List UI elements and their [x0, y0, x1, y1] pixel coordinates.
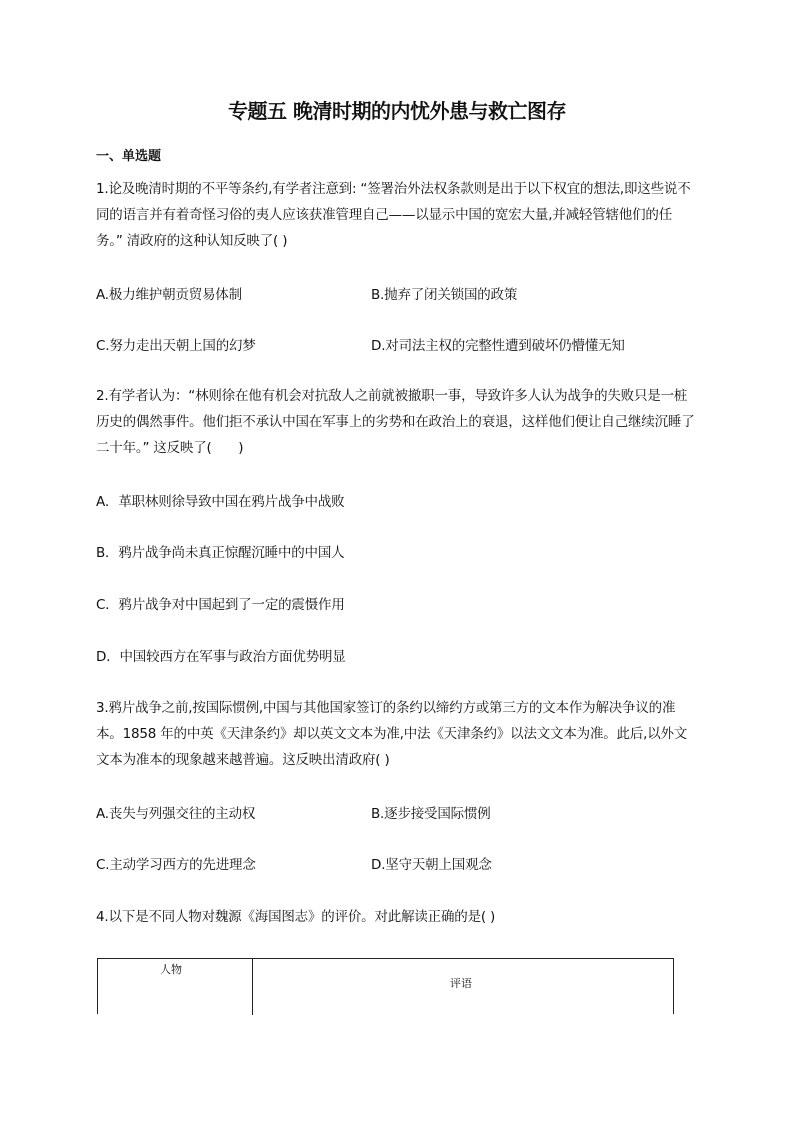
question-1-option-c[interactable]: C.努力走出天朝上国的幻梦: [96, 338, 256, 354]
table-header-comment: 评语: [450, 977, 472, 990]
question-2-option-c[interactable]: C．鸦片战争对中国起到了一定的震慑作用: [96, 597, 345, 613]
question-1-option-a[interactable]: A.极力维护朝贡贸易体制: [96, 287, 242, 303]
question-2-option-b[interactable]: B．鸦片战争尚未真正惊醒沉睡中的中国人: [96, 545, 345, 561]
table-header-person: 人物: [160, 963, 182, 976]
question-1-stem: 1.论及晚清时期的不平等条约,有学者注意到: “签署治外法权条款则是出于以下权宜的想法,即这些说不同的语言并有着奇怪习俗的夷人应该获准管理自己——以显示中国的宽宏大量,并减轻管辖他们的任务。” 清政府的这种认知反映了( ): [96, 181, 691, 249]
question-4-stem: 4.以下是不同人物对魏源《海国图志》的评价。对此解读正确的是( ): [96, 909, 496, 925]
question-2-stem: 2.有学者认为：“林则徐在他有机会对抗敌人之前就被撤职一事，导致许多人认为战争的失败只是一桩历史的偶然事件。他们拒不承认中国在军事上的劣势和在政治上的衰退，这样他们便让自己继续沉睡了二十年。” 这反映了( ): [96, 388, 695, 456]
question-3-option-d[interactable]: D.坚守天朝上国观念: [371, 857, 492, 873]
question-3-stem: 3.鸦片战争之前,按国际惯例,中国与其他国家签订的条约以缔约方或第三方的文本作为解决争议的准本。1858 年的中英《天津条约》却以英文文本为准,中法《天津条约》以法文文本为准。此后,以外文文本为准本的现象越来越普遍。这反映出清政府( ): [96, 700, 688, 768]
question-3-option-b[interactable]: B.逐步接受国际惯例: [371, 806, 491, 822]
page-title: 专题五 晚清时期的内忧外患与救亡图存: [228, 99, 566, 123]
question-2-option-a[interactable]: A．革职林则徐导致中国在鸦片战争中战败: [96, 494, 345, 510]
section-heading: 一、单选题: [96, 149, 162, 164]
table-column-divider: [252, 959, 253, 1015]
question-1-option-d[interactable]: D.对司法主权的完整性遭到破坏仍懵懂无知: [371, 338, 625, 354]
question-3-option-c[interactable]: C.主动学习西方的先进理念: [96, 857, 256, 873]
question-3-option-a[interactable]: A.丧失与列强交往的主动权: [96, 806, 256, 822]
question-1-option-b[interactable]: B.抛弃了闭关锁国的政策: [371, 287, 518, 303]
evaluation-table: [97, 958, 674, 1014]
question-2-option-d[interactable]: D．中国较西方在军事与政治方面优势明显: [96, 649, 346, 665]
